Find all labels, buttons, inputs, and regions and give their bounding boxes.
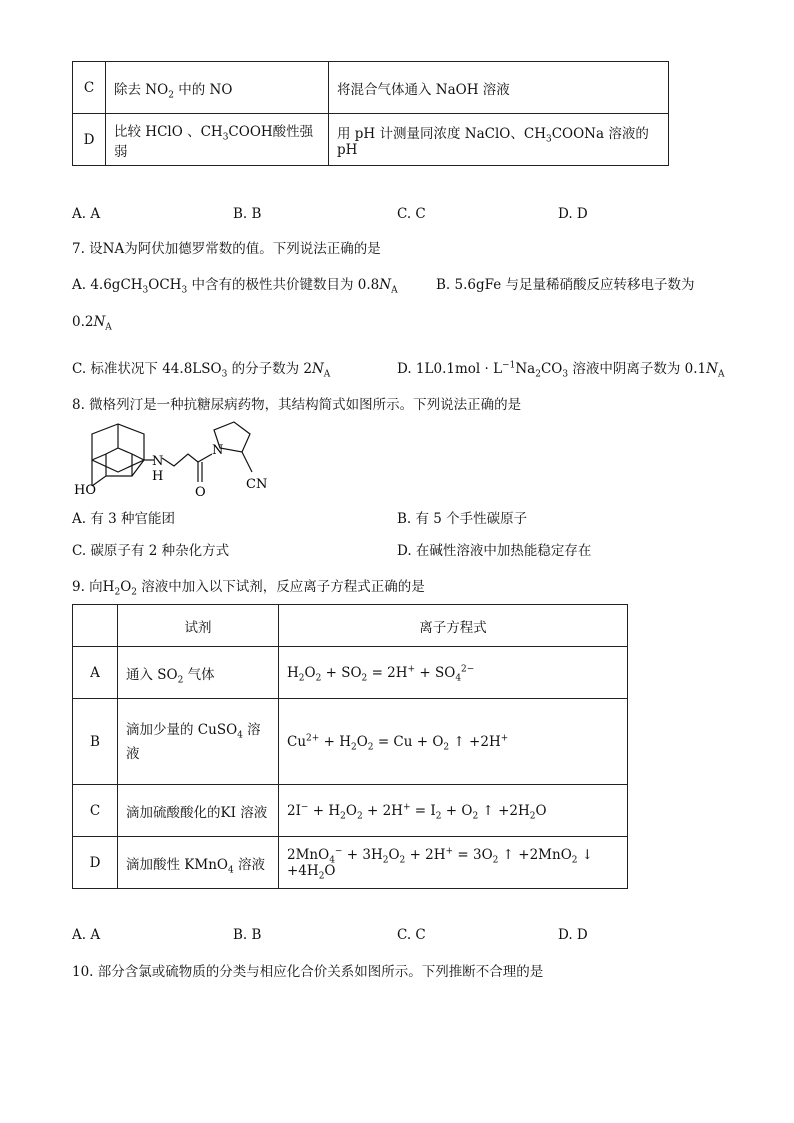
question-6-table xyxy=(72,61,669,166)
cell-reagent: 滴加少量的 CuSO$_4$ 溶液 xyxy=(118,699,279,785)
choice-c: C. C xyxy=(397,206,426,222)
label-n-amine: N xyxy=(152,454,164,469)
label-ring-n: N xyxy=(212,443,224,458)
row-label: D xyxy=(73,114,106,166)
choice-d: D. D xyxy=(558,927,588,943)
header-blank xyxy=(73,605,118,647)
cell-equation: $H_2O_2 + SO_2 = 2H^+ + SO_4^{2-}$ xyxy=(279,647,628,699)
cell-reagent: 滴加酸性 KMnO$_4$ 溶液 xyxy=(118,837,279,889)
row-label: B xyxy=(73,699,118,785)
header-reagent: 试剂 xyxy=(118,605,279,647)
cell-method: 用 pH 计测量同浓度 NaClO、$CH_3COONa$ 溶液的 pH xyxy=(329,114,669,166)
question-7-option-b: B. 5.6gFe 与足量稀硝酸反应转移电子数为 xyxy=(436,277,695,293)
table-row xyxy=(73,62,669,114)
table-row xyxy=(73,837,628,889)
question-9-table xyxy=(72,604,628,889)
question-8-option-d: D. 在碱性溶液中加热能稳定存在 xyxy=(397,543,592,559)
row-label: C xyxy=(73,62,106,114)
question-7-option-a: A. $4.6gCH_3OCH_3$ 中含有的极性共价键数目为 $0.8N_A$ xyxy=(72,277,398,296)
cell-equation: $2MnO_4^- + 3H_2O_2 + 2H^+ = 3O_2$ ↑ +2MnO$_2$ ↓ $+4H_2O$ xyxy=(279,837,628,889)
question-8-option-a: A. 有 3 种官能团 xyxy=(72,511,176,527)
header-equation: 离子方程式 xyxy=(279,605,628,647)
question-9-stem: 9. 向$H_2O_2$ 溶液中加入以下试剂，反应离子方程式正确的是 xyxy=(72,579,425,598)
vildagliptin-structure xyxy=(70,418,290,500)
label-nitrile: CN xyxy=(246,477,268,492)
question-10-stem: 10. 部分含氯或硫物质的分类与相应化合价关系如图所示。下列推断不合理的是 xyxy=(72,964,544,980)
question-7-stem: 7. 设NA为阿伏加德罗常数的值。下列说法正确的是 xyxy=(72,241,381,257)
question-8-option-b: B. 有 5 个手性碳原子 xyxy=(397,511,528,527)
choice-a: A. A xyxy=(72,206,101,222)
cell-equation: $2I^- + H_2O_2 + 2H^+ = I_2 + O_2$ ↑ $+2H_2O$ xyxy=(279,785,628,837)
choice-c: C. C xyxy=(397,927,426,943)
cell-purpose: 除去 $NO_2$ 中的 NO xyxy=(106,62,329,114)
label-h-amine: H xyxy=(152,469,164,484)
table-row xyxy=(73,699,628,785)
cell-method: 将混合气体通入 NaOH 溶液 xyxy=(329,62,669,114)
question-7-option-d: D. $1L0.1mol \cdot L^{-1}Na_2CO_3$ 溶液中阴离子数为 $0.1N_A$ xyxy=(397,360,725,380)
table-header-row xyxy=(73,605,628,647)
cell-reagent: 通入 $SO_2$ 气体 xyxy=(118,647,279,699)
choice-d: D. D xyxy=(558,206,588,222)
label-carbonyl-o: O xyxy=(195,485,206,500)
choice-b: B. B xyxy=(233,927,262,943)
question-7-option-b-continued: $0.2N_A$ xyxy=(72,314,112,333)
question-8-stem: 8. 微格列汀是一种抗糖尿病药物，其结构简式如图所示。下列说法正确的是 xyxy=(72,397,522,413)
cell-reagent: 滴加硫酸酸化的KI 溶液 xyxy=(118,785,279,837)
row-label: D xyxy=(73,837,118,889)
table-row xyxy=(73,785,628,837)
choice-a: A. A xyxy=(72,927,101,943)
question-8-option-c: C. 碳原子有 2 种杂化方式 xyxy=(72,543,230,559)
cell-equation: $Cu^{2+} + H_2O_2 = Cu + O_2$ ↑ +2H+ xyxy=(279,699,628,785)
choice-b: B. B xyxy=(233,206,262,222)
cell-purpose: 比较 HClO 、$CH_3COOH$酸性强弱 xyxy=(106,114,329,166)
label-hydroxyl: HO xyxy=(74,483,96,498)
row-label: C xyxy=(73,785,118,837)
question-7-option-c: C. 标准状况下 $44.8LSO_3$ 的分子数为 $2N_A$ xyxy=(72,361,331,380)
row-label: A xyxy=(73,647,118,699)
table-row xyxy=(73,114,669,166)
table-row xyxy=(73,647,628,699)
